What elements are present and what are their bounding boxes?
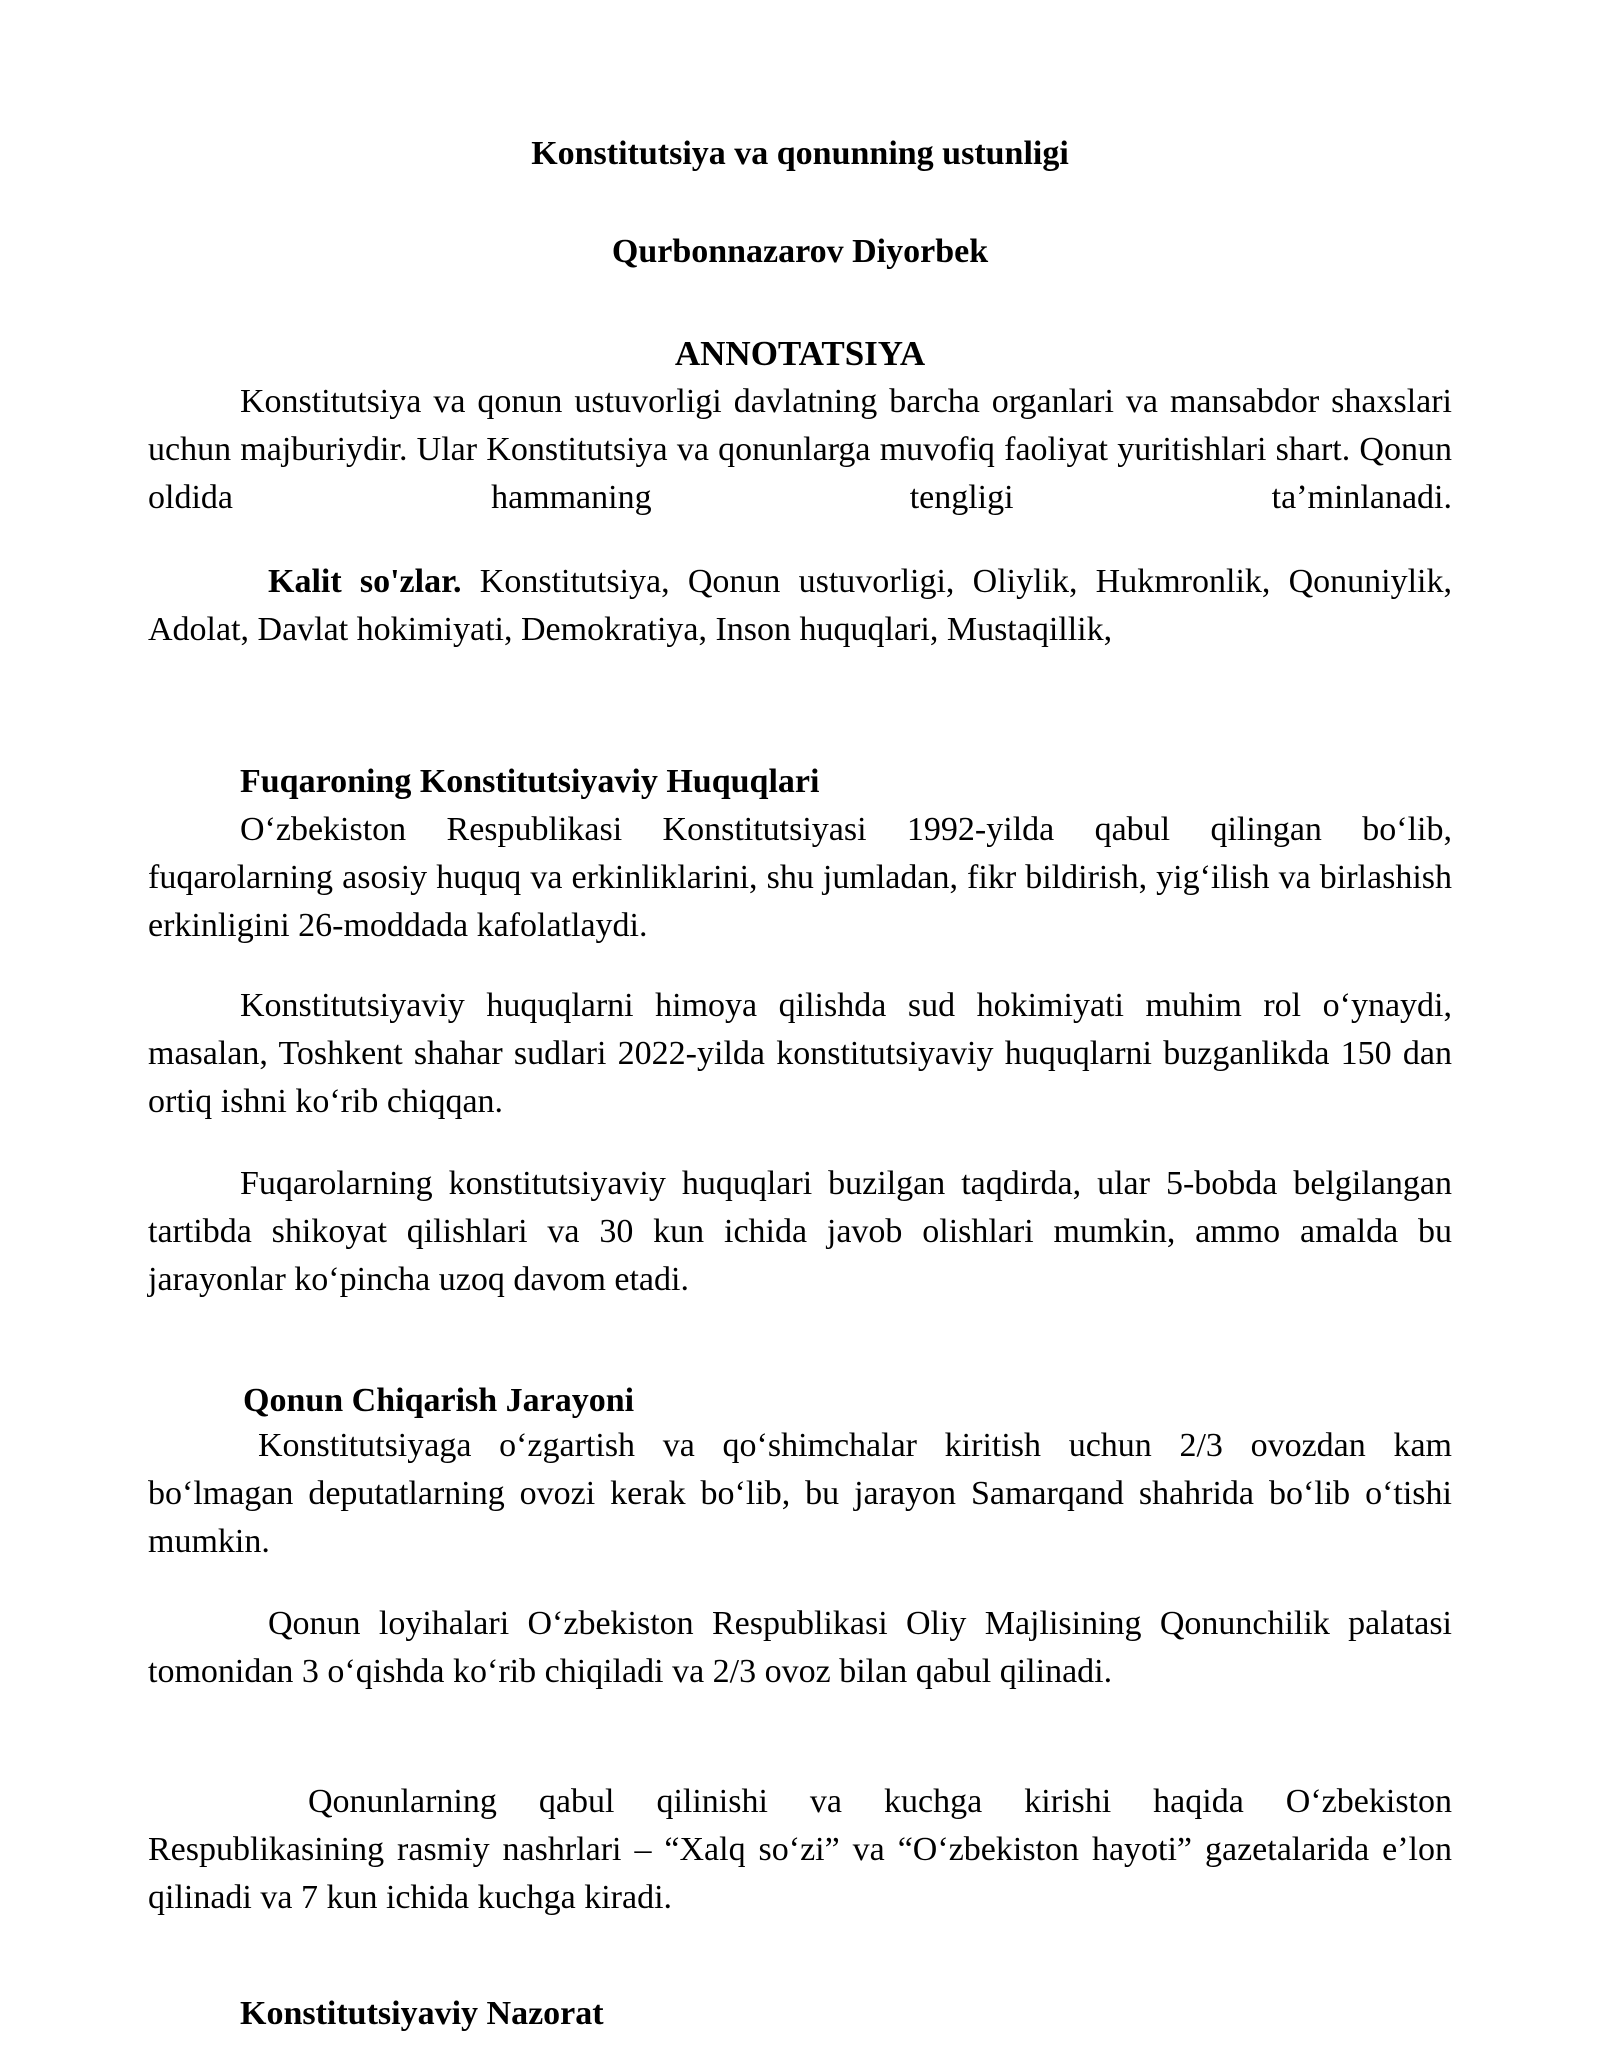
section-lawmaking-paragraph-1: Konstitutsiyaga oʻzgartish va qoʻshimchalar kiritish uchun 2/3 ovozdan kam boʻlmagan deputatlarning ovozi kerak boʻlib, bu jarayon Samarqand shahrida boʻlib oʻtishi mumkin. <box>148 1427 1452 1560</box>
keywords-label: Kalit so'zlar. <box>268 563 462 600</box>
keywords-paragraph <box>148 558 1452 654</box>
section-lawmaking-paragraph-2: Qonun loyihalari Oʻzbekiston Respublikasi Oliy Majlisining Qonunchilik palatasi tomonidan 3 oʻqishda koʻrib chiqiladi va 2/3 ovoz bilan qabul qilinadi. <box>148 1605 1452 1690</box>
section-rights-paragraph-2: Konstitutsiyaviy huquqlarni himoya qilishda sud hokimiyati muhim rol oʻynaydi, masalan, Toshkent shahar sudlari 2022-yilda konstitutsiyaviy huquqlarni buzganlikda 150 dan ortiq ishni koʻrib chiqqan. <box>148 987 1452 1120</box>
abstract-text: Konstitutsiya va qonun ustuvorligi davlatning barcha organlari va mansabdor shaxslari uchun majburiydir. Ular Konstitutsiya va qonunlarga muvofiq faoliyat yuritishlari shart. Qonun oldida hammaning tengligi taʼminlanadi. <box>148 383 1452 516</box>
document-author: Qurbonnazarov Diyorbek <box>611 233 989 270</box>
section-lawmaking-paragraph-3: Qonunlarning qabul qilinishi va kuchga kirishi haqida Oʻzbekiston Respublikasining rasmiy nashrlari – “Xalq soʻzi” va “Oʻzbekiston hayoti” gazetalarida eʼlon qilinadi va 7 kun ichida kuchga kiradi. <box>148 1783 1452 1916</box>
abstract-heading: ANNOTATSIYA <box>674 334 926 373</box>
section-rights-paragraph-3: Fuqarolarning konstitutsiyaviy huquqlari buzilgan taqdirda, ular 5-bobda belgilangan tartibda shikoyat qilishlari va 30 kun ichida javob olishlari mumkin, ammo amalda bu jarayonlar koʻpincha uzoq davom etadi. <box>148 1165 1452 1298</box>
document-title: Konstitutsiya va qonunning ustunligi <box>531 135 1069 172</box>
keywords-text: Konstitutsiya, Qonun ustuvorligi, Oliylik, Hukmronlik, Qonuniylik, Adolat, Davlat hokimiyati, Demokratiya, Inson huquqlari, Mustaqillik, <box>148 563 1452 648</box>
section-heading-rights: Fuqaroning Konstitutsiyaviy Huquqlari <box>240 763 820 800</box>
section-heading-control: Konstitutsiyaviy Nazorat <box>240 1995 604 2032</box>
section-rights-paragraph-1: Oʻzbekiston Respublikasi Konstitutsiyasi 1992-yilda qabul qilingan boʻlib, fuqarolarning asosiy huquq va erkinliklarini, shu jumladan, fikr bildirish, yigʻilish va birlashish erkinligini 26-moddada kafolatlaydi. <box>148 811 1452 944</box>
section-heading-lawmaking: Qonun Chiqarish Jarayoni <box>243 1382 635 1419</box>
